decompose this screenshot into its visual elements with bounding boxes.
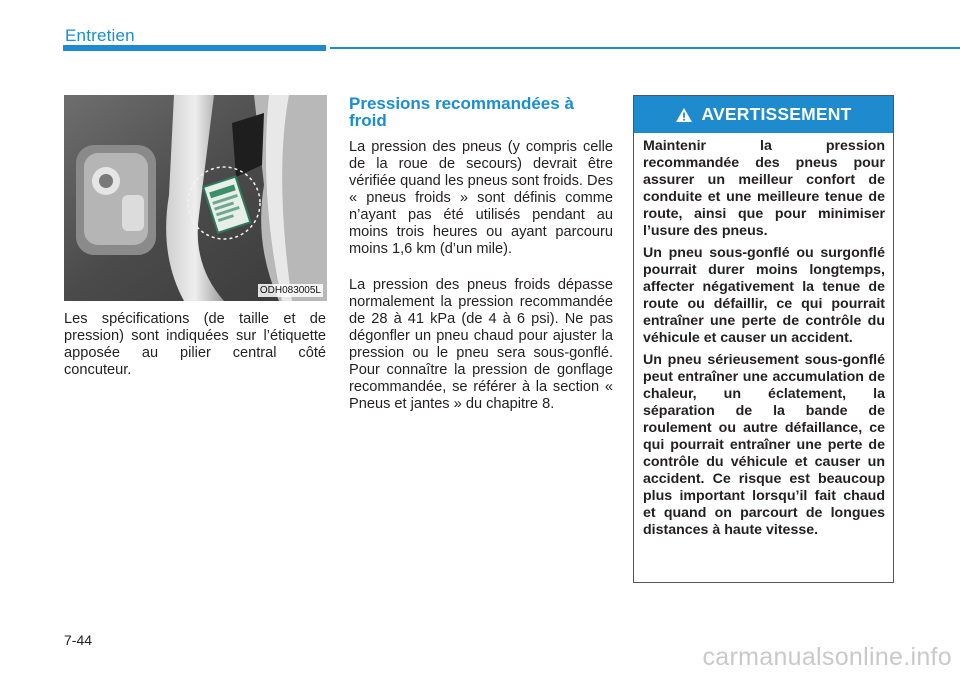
figure-caption: Les spécifications (de taille et de pression) sont indiquées sur l’étiquette apposée au pilier central côté concuteur. [64, 311, 326, 378]
page-number: 7-44 [64, 632, 93, 648]
warning-paragraph-2: Un pneu sous-gonflé ou surgonflé pourrait durer moins longtemps, affecter négativement la tenue de route ou défaillir, ce qui pourrait entraîner une perte de contrôle du véhicule et causer un accident. [643, 245, 885, 346]
warning-header [634, 96, 893, 133]
watermark: carmanualsonline.info [702, 643, 952, 671]
photo-illustration [64, 95, 327, 301]
warning-body [634, 133, 893, 539]
warning-box [633, 95, 894, 583]
subsection-title: Pressions recommandées à froid [349, 94, 574, 130]
door-pillar-photo [64, 95, 327, 301]
figure-code: ODH083005L [259, 285, 321, 296]
header-rule-thick [63, 45, 326, 51]
section-title: Entretien [65, 26, 135, 45]
paragraph-cold-tires: La pression des pneus (y compris celle de la roue de secours) devrait être vérifiée quand les pneus sont froids. Des « pneus froids » sont définis comme n’ayant pas été utilisés pendant au moins trois heures ou ayant parcouru moins 1,6 km (d’un mile). [349, 139, 613, 257]
warning-paragraph-1: Maintenir la pression recommandée des pneus pour assurer un meilleur confort de conduite et une meilleure tenue de route, ainsi que pour minimiser l’usure des pneus. [643, 138, 885, 239]
paragraph-pressure-increase: La pression des pneus froids dépasse normalement la pression recommandée de 28 à 41 kPa (de 4 à 6 psi). Ne pas dégonfler un pneu chaud pour ajuster la pression ou le pneu sera sous-gonflé. Pour connaître la pression de gonflage recommandée, se référer à la section « Pneus et jantes » du chapitre 8. [349, 277, 613, 412]
header-rule-thin [330, 47, 960, 49]
warning-paragraph-3: Un pneu sérieusement sous-gonflé peut entraîner une accumulation de chaleur, un éclatement, la séparation de la bande de roulement ou autre défaillance, ce qui pourrait entraîner une perte de contrôle du véhicule et causer un accident. Ce risque est beaucoup plus important lorsqu’il fait chaud et quand on parcourt de longues distances à haute vitesse. [643, 352, 885, 538]
warning-triangle-icon [675, 107, 693, 123]
warning-heading: AVERTISSEMENT [701, 104, 852, 124]
